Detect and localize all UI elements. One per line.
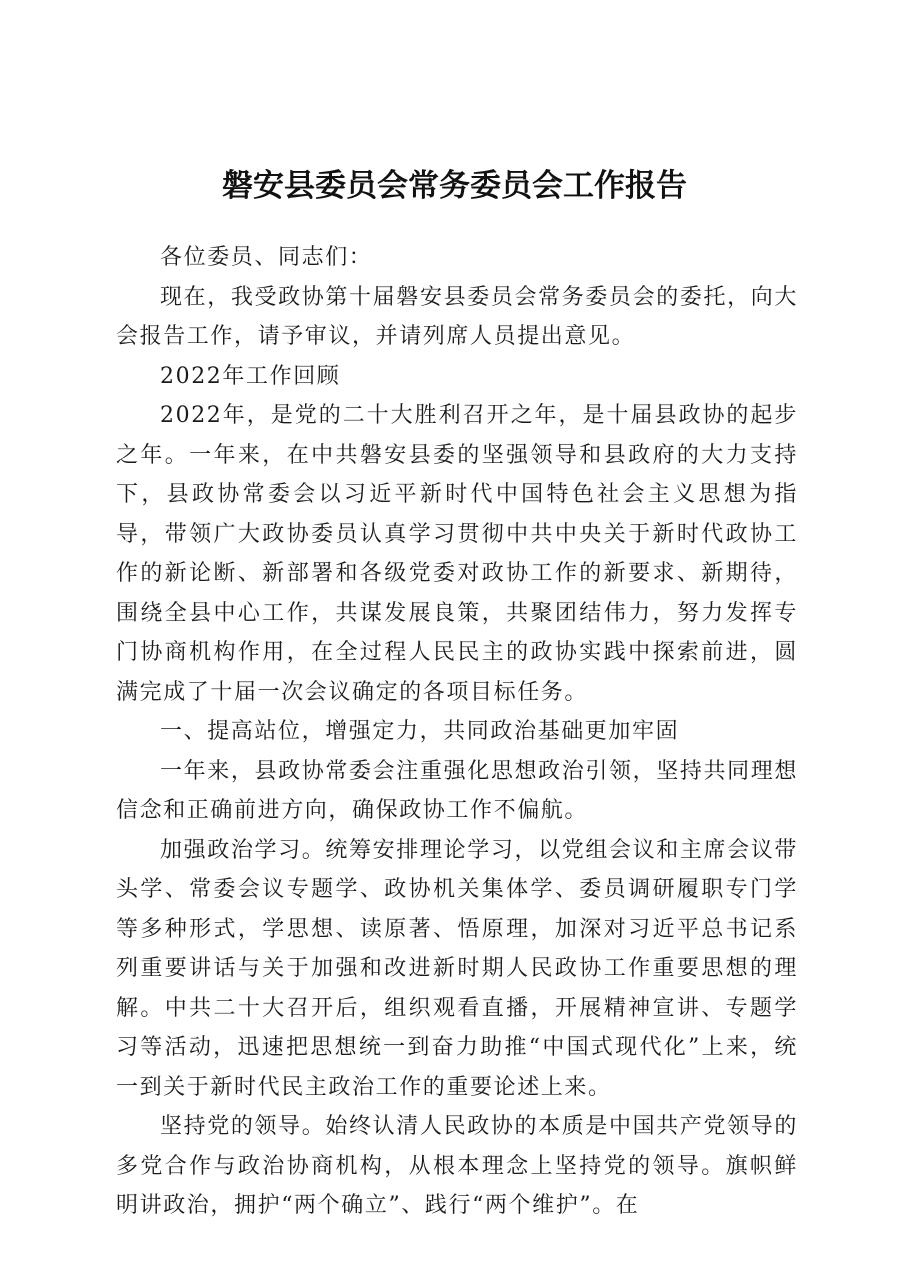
section-heading-review: 2022年工作回顾 bbox=[160, 363, 341, 389]
intro-paragraph: 现在，我受政协第十届磐安县委员会常务委员会的委托，向大会报告工作，请予审议，并请列席人员提出意见。 bbox=[116, 284, 798, 349]
document-body bbox=[116, 238, 798, 1226]
document-title: 磐安县委员会常务委员会工作报告 bbox=[222, 168, 687, 204]
review-paragraph: 2022年，是党的二十大胜利召开之年，是十届县政协的起步之年。一年来，在中共磐安县委的坚强领导和县政府的大力支持下，县政协常委会以习近平新时代中国特色社会主义思想为指导，带领广大政协委员认真学习贯彻中共中央关于新时代政协工作的新论断、新部署和各级党委对政协工作的新要求、新期待，围绕全县中心工作，共谋发展良策，共聚团结伟力，努力发挥专门协商机构作用，在全过程人民民主的政协实践中探索前进，圆满完成了十届一次会议确定的各项目标任务。 bbox=[116, 403, 798, 705]
section-one-intro-paragraph: 一年来，县政协常委会注重强化思想政治引领，坚持共同理想信念和正确前进方向，确保政协工作不偏航。 bbox=[116, 758, 798, 823]
salutation-paragraph: 各位委员、同志们： bbox=[160, 245, 373, 270]
political-study-paragraph: 加强政治学习。统筹安排理论学习，以党组会议和主席会议带头学、常委会议专题学、政协机关集体学、委员调研履职专门学等多种形式，学思想、读原著、悟原理，加深对习近平总书记系列重要讲话与关于加强和改进新时期人民政协工作重要思想的理解。中共二十大召开后，组织观看直播，开展精神宣讲、专题学习等活动，迅速把思想统一到奋力助推“中国式现代化”上来，统一到关于新时代民主政治工作的重要论述上来。 bbox=[116, 837, 798, 1100]
party-leadership-paragraph: 坚持党的领导。始终认清人民政协的本质是中国共产党领导的多党合作与政治协商机构，从根本理念上坚持党的领导。旗帜鲜明讲政治，拥护“两个确立”、践行“两个维护”。在 bbox=[116, 1114, 798, 1218]
section-heading-one: 一、提高站位，增强定力，共同政治基础更加牢固 bbox=[160, 719, 680, 744]
